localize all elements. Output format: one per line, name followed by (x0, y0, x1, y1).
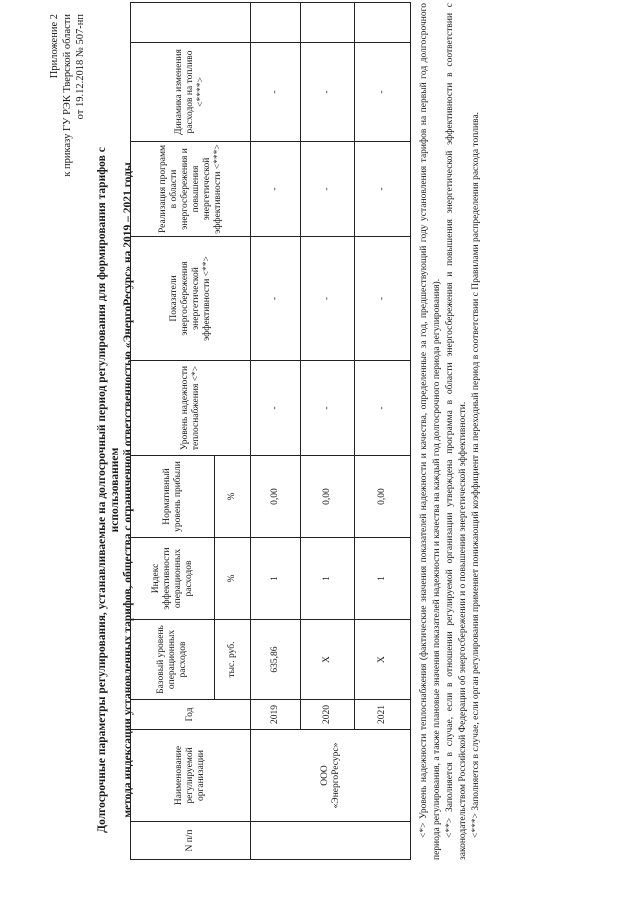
row-base-opex: 635,86 (251, 620, 301, 700)
unit-base-opex: тыс. руб. (215, 620, 251, 700)
row-fuel: - (251, 43, 301, 142)
row-fuel: - (301, 43, 355, 142)
row-extra (251, 3, 301, 43)
row-base-opex: Х (355, 620, 411, 700)
appendix-line-3: от 19.12.2018 № 507-нп (75, 14, 86, 120)
row-reliability: - (355, 361, 411, 456)
header-energy-eff: Показатели энергосбережения энергетической эффективности <**> (131, 237, 251, 361)
row-profit: 0,00 (355, 456, 411, 538)
row-programs: - (355, 142, 411, 237)
footnotes (418, 3, 484, 860)
header-programs: Реализация программ в области энергосбережения и повышения энергетической эффективности <***> (131, 142, 251, 237)
header-eff-index: Индекс эффективности операционных расходов (131, 538, 215, 620)
unit-profit: % (215, 456, 251, 538)
appendix-line-2: к приказу ГУ РЭК Тверской области (62, 14, 73, 177)
row-eff-index: 1 (355, 538, 411, 620)
header-reliability: Уровень надежности теплоснабжения <*> (131, 361, 251, 456)
header-fuel: Динамика изменения расходов на топливо <****> (131, 43, 251, 142)
row-energy-eff: - (355, 237, 411, 361)
row-eff-index: 1 (251, 538, 301, 620)
appendix-line-1: Приложение 2 (49, 14, 60, 79)
row-num (251, 822, 411, 860)
parameters-table (130, 2, 411, 860)
header-year: Год (131, 700, 251, 730)
org-name: ООО «ЭнергоРесурс» (251, 730, 411, 822)
footnote-coefficient: <***> Заполняется в случае, если орган регулирования применяет понижающий коэффициент на переходный период в соответствии с Правилами распределения расхода топлива. (471, 111, 481, 838)
row-fuel: - (355, 43, 411, 142)
unit-eff-index: % (215, 538, 251, 620)
appendix-block (48, 14, 87, 274)
row-profit: 0,00 (251, 456, 301, 538)
title-line-1: Долгосрочные параметры регулирования, устанавливаемые на долгосрочный период регулирования для формирования тарифов с использованием (96, 147, 121, 833)
row-extra (301, 3, 355, 43)
header-row (131, 3, 215, 860)
row-eff-index: 1 (301, 538, 355, 620)
row-extra (355, 3, 411, 43)
row-base-opex: Х (301, 620, 355, 700)
row-programs: - (301, 142, 355, 237)
row-energy-eff: - (251, 237, 301, 361)
header-extra (131, 3, 251, 43)
title-line-2: метода индексации установленных тарифов, общества с ограниченной ответственностью «ЭнергоРесурс» на 2019 – 2021 годы (122, 162, 134, 818)
row-year: 2019 (251, 700, 301, 730)
row-profit: 0,00 (301, 456, 355, 538)
header-name: Наименование регулируемой организации (131, 730, 251, 822)
row-reliability: - (301, 361, 355, 456)
header-profit: Нормативный уровень прибыли (131, 456, 215, 538)
footnote-reliability: <*> Уровень надежности теплоснабжения (фактические значения показателей надежности и качества, определенные за год, предшествующий году установления тарифов на первый год долгосрочного периода регулирования, а также плановые значения показателей надежности и качества на каждый год долгосрочного периода регулирования). (419, 3, 442, 860)
row-year: 2021 (355, 700, 411, 730)
header-base-opex: Базовый уровень операционных расходов (131, 620, 215, 700)
footnote-energy-program: <**> Заполняется в случае, если в отношении регулируемой организации утверждена программа в области энергосбережения и повышения энергетической эффективности в соответствии с законодательством Российской Федерации об энергосбережении и о повышении энергетической эффективности. (445, 3, 468, 860)
table-row (251, 3, 301, 860)
row-energy-eff: - (301, 237, 355, 361)
row-reliability: - (251, 361, 301, 456)
header-num: N п/п (131, 822, 251, 860)
row-year: 2020 (301, 700, 355, 730)
row-programs: - (251, 142, 301, 237)
